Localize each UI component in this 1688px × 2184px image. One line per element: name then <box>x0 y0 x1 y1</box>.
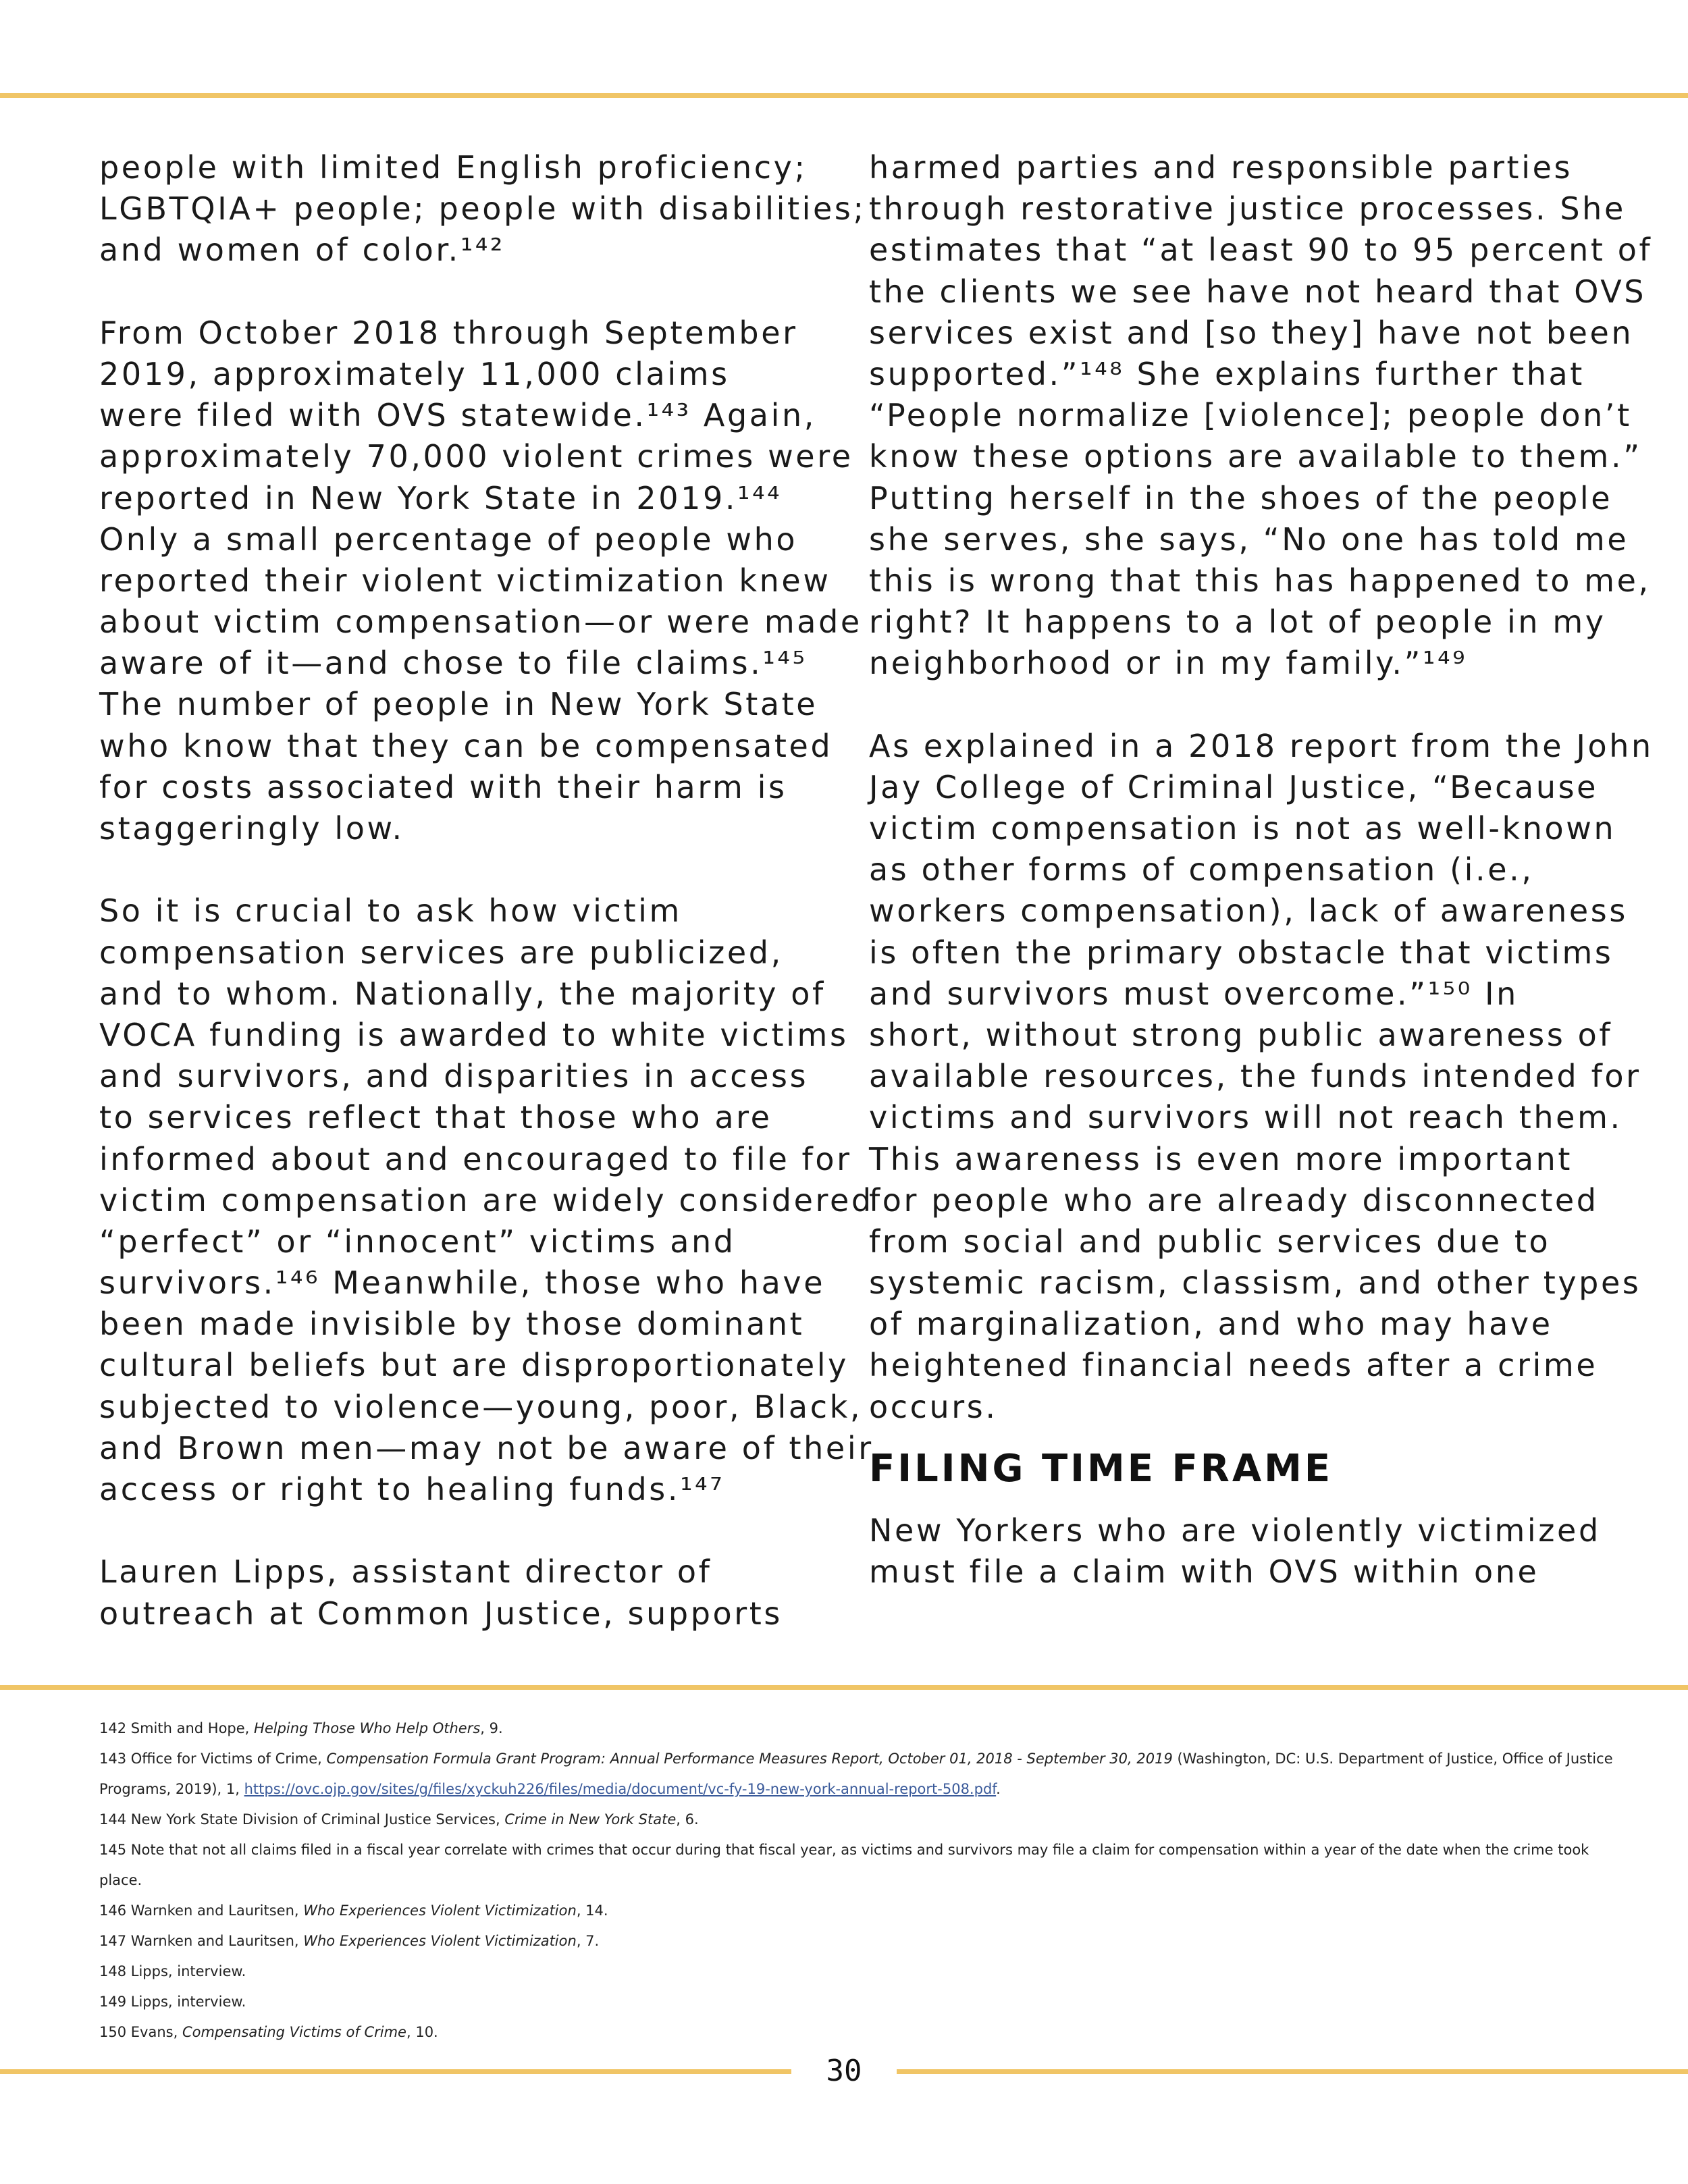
paragraph-spacer <box>99 1510 876 1551</box>
text-line: aware of it—and chose to file claims.¹⁴⁵ <box>99 645 808 682</box>
text-line: systemic racism, classism, and other types <box>869 1264 1641 1302</box>
text-line: 2019, approximately 11,000 claims <box>99 355 730 392</box>
bottom-divider-right <box>897 2069 1688 2074</box>
left-column <box>99 147 876 1634</box>
footnotes <box>99 1713 1613 2048</box>
text-line: of marginalization, and who may have <box>869 1306 1553 1343</box>
text-line: short, without strong public awareness of <box>869 1016 1613 1053</box>
text-line: occurs. <box>869 1388 998 1425</box>
text-line: to services reflect that those who are <box>99 1099 772 1136</box>
text-line: and women of color.¹⁴² <box>99 232 505 269</box>
footnote-148: 148 Lipps, interview. <box>99 1963 246 1979</box>
top-divider <box>0 93 1688 98</box>
footnote-147: 147 Warnken and Lauritsen, Who Experiences Violent Victimization, 7. <box>99 1933 600 1949</box>
text-line: reported in New York State in 2019.¹⁴⁴ <box>99 479 783 516</box>
text-line: informed about and encouraged to file for <box>99 1140 852 1177</box>
text-line: estimates that “at least 90 to 95 percent of <box>869 232 1653 269</box>
right-paragraph <box>869 1510 1645 1593</box>
right-paragraph <box>869 726 1654 1428</box>
text-line: victim compensation is not as well-known <box>869 810 1616 847</box>
text-line: “People normalize [violence]; people don’t <box>869 397 1632 434</box>
text-line: staggeringly low. <box>99 810 404 847</box>
text-line: Jay College of Criminal Justice, “Because <box>869 768 1599 805</box>
paragraph-spacer <box>869 1489 1645 1510</box>
text-line: from social and public services due to <box>869 1223 1551 1260</box>
paragraph-spacer <box>869 684 1645 725</box>
text-line: approximately 70,000 violent crimes were <box>99 438 853 475</box>
text-line: people with limited English proficiency; <box>99 149 808 186</box>
text-line: and survivors must overcome.”¹⁵⁰ In <box>869 975 1519 1012</box>
text-line: available resources, the funds intended for <box>869 1058 1641 1095</box>
footnote-144: 144 New York State Division of Criminal Justice Services, Crime in New York State, 6. <box>99 1811 699 1828</box>
paragraph-spacer <box>99 849 876 890</box>
footnote-145-continued: place. <box>99 1872 142 1888</box>
text-line: this is wrong that this has happened to me, <box>869 562 1651 599</box>
footnote-143: 143 Office for Victims of Crime, Compensation Formula Grant Program: Annual Performance Measures Report, October 01, 2018 - September 30, 2019 (Washington, DC: U.S. Department of Justice, Office of Justice <box>99 1751 1613 1767</box>
text-line: victim compensation are widely considered <box>99 1181 874 1219</box>
footnote-142: 142 Smith and Hope, Helping Those Who Help Others, 9. <box>99 1720 503 1736</box>
text-line: through restorative justice processes. She <box>869 190 1626 228</box>
text-line: services exist and [so they] have not been <box>869 314 1634 351</box>
text-line: about victim compensation—or were made <box>99 604 862 641</box>
text-line: survivors.¹⁴⁶ Meanwhile, those who have <box>99 1264 826 1302</box>
footnote-143-link[interactable]: https://ovc.ojp.gov/sites/g/files/xyckuh226/files/media/document/vc-fy-19-new-york-annual-report-508.pdf <box>244 1781 997 1797</box>
footnote-143-continued: Programs, 2019), 1, https://ovc.ojp.gov/sites/g/files/xyckuh226/files/media/document/vc-fy-19-new-york-annual-report-508.pdf. <box>99 1781 1001 1797</box>
text-line: compensation services are publicized, <box>99 934 783 971</box>
text-line: and to whom. Nationally, the majority of <box>99 975 826 1012</box>
text-line: been made invisible by those dominant <box>99 1306 805 1343</box>
text-line: The number of people in New York State <box>99 686 818 723</box>
text-line: who know that they can be compensated <box>99 727 833 764</box>
left-paragraph <box>99 147 876 271</box>
text-line: As explained in a 2018 report from the John <box>869 727 1654 764</box>
text-line: and survivors, and disparities in access <box>99 1058 809 1095</box>
paragraph-spacer <box>869 1428 1645 1448</box>
text-line: harmed parties and responsible parties <box>869 149 1573 186</box>
footnote-149: 149 Lipps, interview. <box>99 1994 246 2010</box>
right-column <box>869 147 1654 1593</box>
text-line: must file a claim with OVS within one <box>869 1553 1539 1591</box>
text-line: right? It happens to a lot of people in my <box>869 604 1606 641</box>
paragraph-spacer <box>99 271 876 313</box>
text-line: So it is crucial to ask how victim <box>99 893 682 930</box>
text-line: know these options are available to them.” <box>869 438 1642 475</box>
text-line: VOCA funding is awarded to white victims <box>99 1016 849 1053</box>
left-paragraph <box>99 890 876 1510</box>
bottom-divider-left <box>0 2069 791 2074</box>
text-line: “perfect” or “innocent” victims and <box>99 1223 736 1260</box>
footnote-divider <box>0 1685 1688 1690</box>
page-number: 30 <box>826 2054 862 2088</box>
text-line: for costs associated with their harm is <box>99 768 787 805</box>
left-paragraph <box>99 1551 876 1634</box>
text-line: workers compensation), lack of awareness <box>869 893 1628 930</box>
text-line: as other forms of compensation (i.e., <box>869 851 1534 888</box>
text-line: Lauren Lipps, assistant director of <box>99 1553 712 1591</box>
text-line: she serves, she says, “No one has told me <box>869 521 1629 558</box>
text-line: Only a small percentage of people who <box>99 521 798 558</box>
text-line: LGBTQIA+ people; people with disabilities; <box>99 190 866 228</box>
left-paragraph <box>99 313 876 849</box>
text-line: for people who are already disconnected <box>869 1181 1599 1219</box>
footnote-150: 150 Evans, Compensating Victims of Crime, 10. <box>99 2024 438 2040</box>
text-line: Putting herself in the shoes of the people <box>869 479 1613 516</box>
text-line: reported their violent victimization knew <box>99 562 831 599</box>
text-line: were filed with OVS statewide.¹⁴³ Again, <box>99 397 816 434</box>
text-line: supported.”¹⁴⁸ She explains further that <box>869 355 1585 392</box>
text-line: From October 2018 through September <box>99 314 798 351</box>
text-line: cultural beliefs but are disproportionately <box>99 1347 849 1384</box>
text-line: neighborhood or in my family.”¹⁴⁹ <box>869 645 1468 682</box>
text-line: the clients we see have not heard that OVS <box>869 273 1647 310</box>
right-paragraph <box>869 147 1653 684</box>
text-line: victims and survivors will not reach them. <box>869 1099 1623 1136</box>
text-line: New Yorkers who are violently victimized <box>869 1512 1601 1549</box>
footnote-145: 145 Note that not all claims filed in a fiscal year correlate with crimes that occur during that fiscal year, as victims and survivors may file a claim for compensation within a year of the date when the crime took <box>99 1842 1589 1858</box>
text-line: This awareness is even more important <box>869 1140 1573 1177</box>
text-line: outreach at Common Justice, supports <box>99 1595 783 1632</box>
text-line: and Brown men—may not be aware of their <box>99 1429 874 1466</box>
text-line: access or right to healing funds.¹⁴⁷ <box>99 1471 725 1508</box>
text-line: subjected to violence—young, poor, Black, <box>99 1388 863 1425</box>
footnote-146: 146 Warnken and Lauritsen, Who Experiences Violent Victimization, 14. <box>99 1902 608 1919</box>
section-heading: FILING TIME FRAME <box>869 1446 1334 1491</box>
text-line: is often the primary obstacle that victims <box>869 934 1614 971</box>
text-line: heightened financial needs after a crime <box>869 1347 1598 1384</box>
